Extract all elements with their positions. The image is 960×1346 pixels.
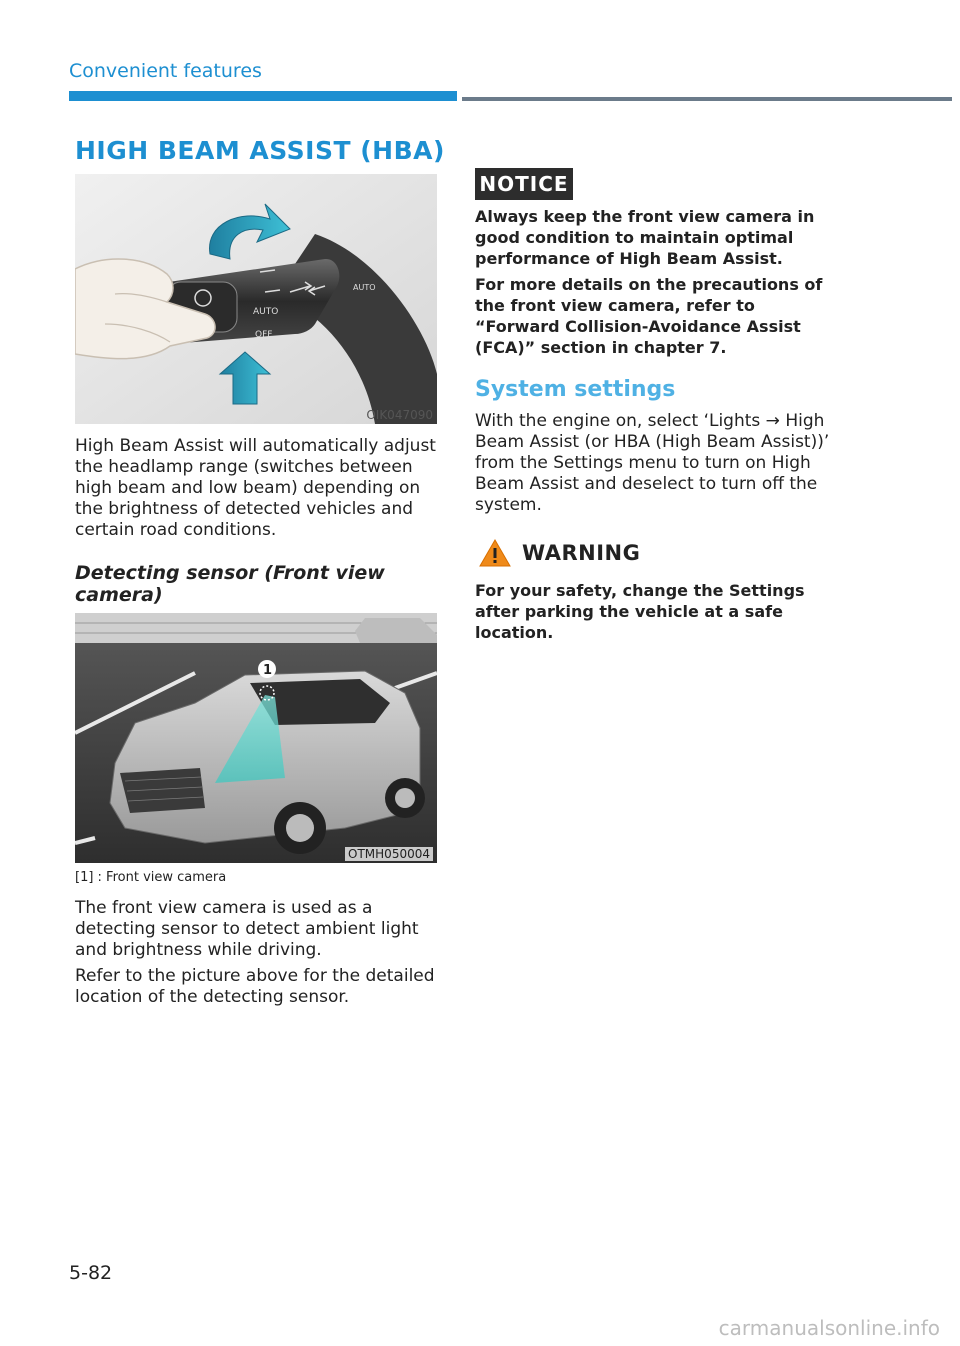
system-settings-heading: System settings — [475, 377, 676, 402]
figure-caption: [1] : Front view camera — [75, 870, 227, 885]
figure-code: OTMH050004 — [345, 847, 433, 861]
warning-triangle-icon — [478, 538, 512, 568]
lever-drawing — [75, 174, 437, 424]
warning-label: WARNING — [522, 541, 641, 565]
sensor-paragraph: The front view camera is used as a detecting sensor to detect ambient light and brightness while driving. — [75, 898, 419, 960]
svg-text:AUTO: AUTO — [253, 307, 279, 317]
front-view-camera-illustration — [75, 613, 437, 863]
notice-text-1: Always keep the front view camera in good condition to maintain optimal performance of High Beam Assist. — [475, 207, 815, 268]
detecting-sensor-subhead: Detecting sensor (Front view camera) — [75, 562, 385, 606]
page-number: 5-82 — [69, 1262, 113, 1284]
figure-marker: 1 — [263, 663, 273, 678]
notice-badge: NOTICE — [475, 168, 573, 200]
warning-header — [478, 538, 640, 568]
multifunction-switch-illustration — [75, 174, 437, 424]
vehicle-drawing — [75, 613, 437, 863]
section-title: HIGH BEAM ASSIST (HBA) — [75, 136, 445, 165]
header-divider-bar — [462, 97, 952, 101]
notice-text-2: For more details on the precautions of the front view camera, refer to “Forward Collision-Avoidance Assist (FCA)” section in chapter 7. — [475, 275, 823, 357]
reference-paragraph: Refer to the picture above for the detailed location of the detecting sensor. — [75, 966, 435, 1007]
svg-text:OFF: OFF — [255, 330, 273, 340]
header-accent-bar — [69, 91, 457, 101]
figure-code: OIK047090 — [366, 408, 433, 422]
chapter-title: Convenient features — [69, 60, 262, 82]
intro-paragraph: High Beam Assist will automatically adjust the headlamp range (switches between high beam and low beam) depending on the brightness of detected vehicles and certain road conditions. — [75, 436, 436, 540]
warning-text: For your safety, change the Settings after parking the vehicle at a safe location. — [475, 581, 805, 642]
watermark: carmanualsonline.info — [718, 1316, 940, 1340]
svg-text:AUTO: AUTO — [353, 283, 376, 292]
system-settings-text: With the engine on, select ‘Lights → High Beam Assist (or HBA (High Beam Assist))’ from the Settings menu to turn on High Beam Assist and deselect to turn off the system. — [475, 411, 830, 515]
